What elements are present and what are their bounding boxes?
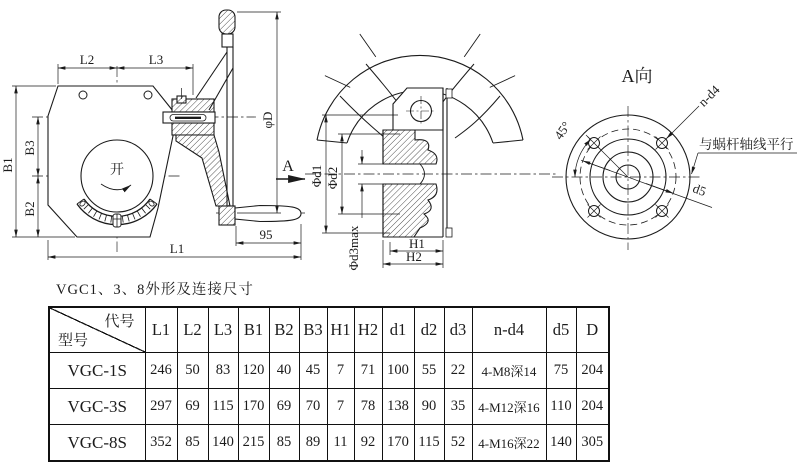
cell: 69 (269, 389, 299, 425)
dim-label-d2: Φd2 (325, 166, 340, 190)
dim-label-b2: B2 (22, 201, 37, 217)
dim-label-l1: L1 (169, 241, 185, 256)
dim-label-phiD: φD (260, 111, 275, 129)
dim-label-h2: H2 (406, 249, 422, 264)
cell: 4-M8深14 (472, 353, 546, 389)
cell: 4-M16深22 (472, 425, 546, 462)
table-row (49, 425, 609, 462)
cell: 100 (382, 353, 414, 389)
cell: 75 (546, 353, 576, 389)
dim-label-h1: H1 (409, 236, 425, 251)
cell: 78 (354, 389, 382, 425)
cell: 45 (299, 353, 327, 389)
table-header-row (49, 307, 609, 353)
middle-section-view (305, 34, 558, 270)
cell: 115 (414, 425, 444, 462)
col-header-d2: d2 (414, 307, 444, 353)
dim-label-nd4: n-d4 (695, 82, 723, 110)
cell: 170 (238, 389, 269, 425)
cell: 110 (546, 389, 576, 425)
cell: 4-M12深16 (472, 389, 546, 425)
cell: 120 (238, 353, 269, 389)
col-header-B1: B1 (238, 307, 269, 353)
col-header-D: D (576, 307, 609, 353)
col-header-d5: d5 (546, 307, 576, 353)
cell: 92 (354, 425, 382, 462)
cell: 138 (382, 389, 414, 425)
col-header-H1: H1 (327, 307, 354, 353)
corner-label-code: 代号 (104, 314, 135, 330)
cell: 85 (177, 425, 208, 462)
cell: 83 (208, 353, 238, 389)
cell: 55 (414, 353, 444, 389)
cell: 40 (269, 353, 299, 389)
table-corner-cell (49, 307, 145, 353)
cell: 22 (444, 353, 472, 389)
cell: 90 (414, 389, 444, 425)
col-header-B2: B2 (269, 307, 299, 353)
cell: 140 (208, 425, 238, 462)
cell: 204 (576, 389, 609, 425)
dim-label-l2: L2 (79, 52, 95, 67)
table-row (49, 389, 609, 425)
cell: 7 (327, 389, 354, 425)
cell: 69 (177, 389, 208, 425)
cell: 52 (444, 425, 472, 462)
left-view (0, 10, 308, 260)
cell: 89 (299, 425, 327, 462)
a-direction-view (551, 66, 797, 250)
cell: 170 (382, 425, 414, 462)
dim-label-d5: d5 (690, 180, 709, 200)
cell: 70 (299, 389, 327, 425)
cell: 297 (145, 389, 177, 425)
dim-label-95: 95 (259, 227, 273, 242)
col-header-L3: L3 (208, 307, 238, 353)
cell: 215 (238, 425, 269, 462)
col-header-nd4: n-d4 (472, 307, 546, 353)
model-name: VGC-8S (49, 425, 145, 462)
parallel-note: 与蜗杆轴线平行 (699, 137, 794, 152)
cell: 7 (327, 353, 354, 389)
model-name: VGC-1S (49, 353, 145, 389)
dim-label-b3: B3 (22, 140, 37, 156)
col-header-L1: L1 (145, 307, 177, 353)
cell: 50 (177, 353, 208, 389)
cell: 11 (327, 425, 354, 462)
cell: 35 (444, 389, 472, 425)
dim-label-d3max: Φd3max (346, 225, 361, 271)
cell: 71 (354, 353, 382, 389)
cell: 246 (145, 353, 177, 389)
a-view-title: A向 (621, 66, 653, 86)
col-header-d1: d1 (382, 307, 414, 353)
corner-label-model: 型号 (58, 333, 89, 349)
dim-label-b1: B1 (0, 157, 15, 173)
open-direction-char: 开 (110, 163, 124, 178)
cell: 85 (269, 425, 299, 462)
cell: 115 (208, 389, 238, 425)
dim-label-45deg: 45° (550, 118, 574, 143)
view-arrow-label: A (282, 158, 294, 175)
dim-label-d1: Φd1 (309, 164, 324, 188)
model-name: VGC-3S (49, 389, 145, 425)
table-row (49, 353, 609, 389)
cell: 204 (576, 353, 609, 389)
col-header-B3: B3 (299, 307, 327, 353)
cell: 352 (145, 425, 177, 462)
col-header-d3: d3 (444, 307, 472, 353)
col-header-H2: H2 (354, 307, 382, 353)
cell: 305 (576, 425, 609, 462)
cell: 140 (546, 425, 576, 462)
col-header-L2: L2 (177, 307, 208, 353)
dimension-table (48, 306, 610, 462)
drawing-caption: VGC1、3、8外形及连接尺寸 (56, 282, 254, 298)
dim-label-l3: L3 (148, 52, 164, 67)
